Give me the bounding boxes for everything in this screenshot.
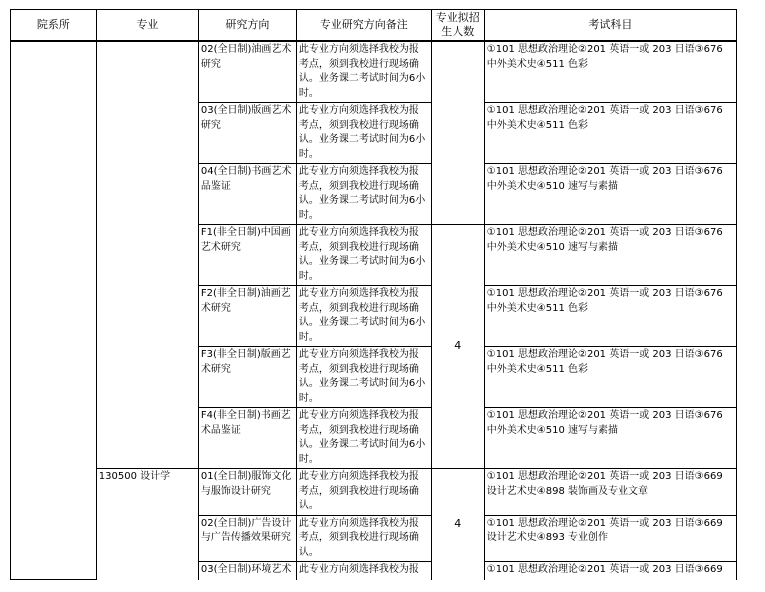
note-cell: 此专业方向须选择我校为报考点，须到我校进行现场确认。业务课二考试时间为6小时。 [296,103,431,164]
major-cell: 130500 设计学 [96,469,198,580]
direction-cell: 03(全日制)环境艺术 [198,562,296,580]
note-cell: 此专业方向须选择我校为报考点，须到我校进行现场确认。业务课二考试时间为6小时。 [296,41,431,103]
exam-cell: ①101 思想政治理论②201 英语一或 203 日语③669 设计艺术史④898 装饰画及专业文章 [484,469,736,516]
exam-cell: ①101 思想政治理论②201 英语一或 203 日语③676 中外美术史④511 色彩 [484,41,736,103]
exam-cell: ①101 思想政治理论②201 英语一或 203 日语③669 [484,562,736,580]
enrollment-table [10,9,737,580]
exam-cell: ①101 思想政治理论②201 英语一或 203 日语③676 中外美术史④510 速写与素描 [484,225,736,286]
direction-cell: F2(非全日制)油画艺术研究 [198,286,296,347]
quota-cell-group1 [431,41,484,225]
quota-cell-group2: 4 [431,469,484,580]
header-exam: 考试科目 [484,10,736,42]
direction-cell: 02(全日制)油画艺术研究 [198,41,296,103]
exam-cell: ①101 思想政治理论②201 英语一或 203 日语③676 中外美术史④511 色彩 [484,286,736,347]
direction-cell: F4(非全日制)书画艺术品鉴证 [198,408,296,469]
direction-cell: 02(全日制)广告设计与广告传播效果研究 [198,515,296,562]
note-cell: 此专业方向须选择我校为报考点，须到我校进行现场确认。 [296,469,431,516]
direction-cell: 03(全日制)版画艺术研究 [198,103,296,164]
note-cell: 此专业方向须选择我校为报考点，须到我校进行现场确认。业务课二考试时间为6小时。 [296,347,431,408]
header-direction: 研究方向 [198,10,296,42]
note-cell: 此专业方向须选择我校为报考点，须到我校进行现场确认。业务课二考试时间为6小时。 [296,408,431,469]
dept-cell [11,41,97,580]
note-cell: 此专业方向须选择我校为报考点，须到我校进行现场确认。业务课二考试时间为6小时。 [296,286,431,347]
direction-cell: F1(非全日制)中国画艺术研究 [198,225,296,286]
quota-cell-group1-value: 4 [431,225,484,469]
direction-cell: 04(全日制)书画艺术品鉴证 [198,164,296,225]
direction-cell: 01(全日制)服饰文化与服饰设计研究 [198,469,296,516]
header-major: 专业 [96,10,198,42]
exam-cell: ①101 思想政治理论②201 英语一或 203 日语③676 中外美术史④510 速写与素描 [484,164,736,225]
exam-cell: ①101 思想政治理论②201 英语一或 203 日语③676 中外美术史④511 色彩 [484,103,736,164]
note-cell: 此专业方向须选择我校为报考点，须到我校进行现场确认。 [296,515,431,562]
header-row [11,10,737,42]
note-cell: 此专业方向须选择我校为报考点，须到我校进行现场确认。业务课二考试时间为6小时。 [296,225,431,286]
table-row [11,469,737,516]
exam-cell: ①101 思想政治理论②201 英语一或 203 日语③669 设计艺术史④893 专业创作 [484,515,736,562]
header-quota: 专业拟招生人数 [431,10,484,42]
header-note: 专业研究方向备注 [296,10,431,42]
direction-cell: F3(非全日制)版画艺术研究 [198,347,296,408]
major-cell [96,41,198,469]
note-cell: 此专业方向须选择我校为报考点，须到我校进行现场确认。业务课二考试时间为6小时。 [296,164,431,225]
note-cell: 此专业方向须选择我校为报 [296,562,431,580]
header-dept: 院系所 [11,10,97,42]
exam-cell: ①101 思想政治理论②201 英语一或 203 日语③676 中外美术史④511 色彩 [484,347,736,408]
table-row [11,41,737,103]
exam-cell: ①101 思想政治理论②201 英语一或 203 日语③676 中外美术史④510 速写与素描 [484,408,736,469]
